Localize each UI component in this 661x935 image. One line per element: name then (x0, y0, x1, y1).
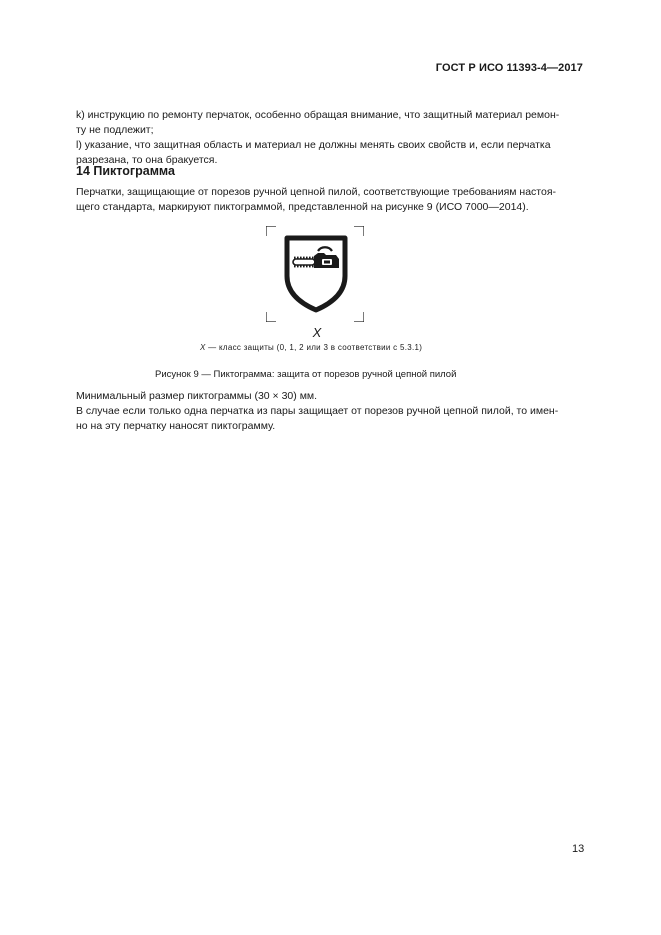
legend-symbol: X (200, 343, 206, 352)
document-header: ГОСТ Р ИСО 11393-4—2017 (435, 62, 583, 74)
list-item-l-line2: разрезана, то она бракуется. (76, 154, 218, 166)
section-para-line2: щего стандарта, маркируют пиктограммой, представленной на рисунке 9 (ИСО 7000—2014). (76, 201, 529, 213)
list-item-k-line1: k) инструкцию по ремонту перчаток, особенно обращая внимание, что защитный материал ремон- (76, 109, 560, 121)
legend-text: — класс защиты (0, 1, 2 или 3 в соответствии с 5.3.1) (205, 343, 423, 352)
section-title: 14 Пиктограмма (76, 164, 175, 178)
list-item-k-line2: ту не подлежит; (76, 124, 154, 136)
list-items (76, 93, 584, 168)
section-para-line1: Перчатки, защищающие от порезов ручной цепной пилой, соответствующие требованиям настоя- (76, 186, 557, 198)
closing-line3: но на эту перчатку наносят пиктограмму. (76, 420, 276, 432)
page-number: 13 (572, 843, 585, 855)
section-paragraph (76, 185, 584, 215)
closing-line1: Минимальный размер пиктограммы (30 × 30) мм. (76, 390, 318, 402)
shield-outline (287, 238, 345, 310)
protection-class-label: X (312, 325, 322, 340)
closing-line2: В случае если только одна перчатка из пары защищает от порезов ручной цепной пилой, то имен- (76, 405, 559, 417)
shield-chainsaw-icon (266, 226, 364, 322)
figure-caption: Рисунок 9 — Пиктограмма: защита от порезов ручной цепной пилой (155, 369, 457, 380)
list-item-l-line1: l) указание, что защитная область и материал не должны менять своих свойств и, если перчатка (76, 139, 551, 151)
list-item-k (76, 93, 584, 138)
closing-paragraphs (76, 389, 584, 434)
figure-legend (200, 343, 422, 352)
